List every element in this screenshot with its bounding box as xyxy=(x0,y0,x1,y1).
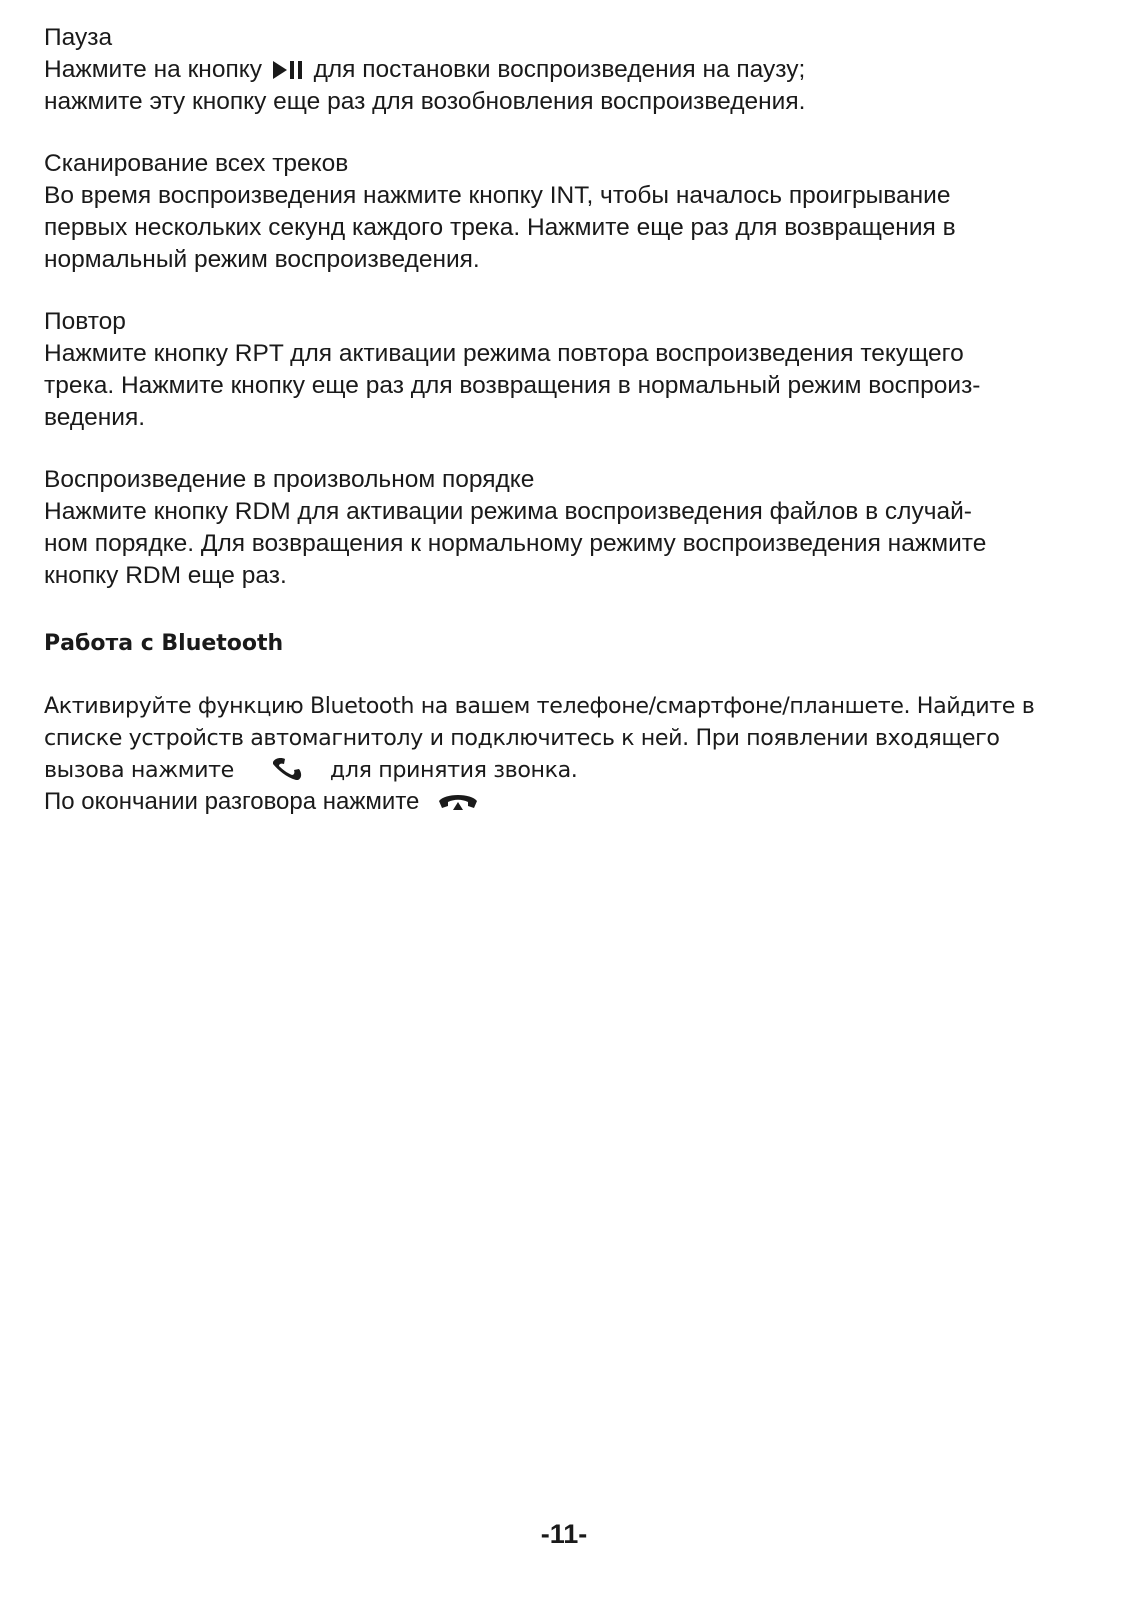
scan-line-2: первых нескольких секунд каждого трека. Нажмите еще раз для возвращения в xyxy=(44,214,956,241)
phone-answer-icon xyxy=(268,757,308,781)
repeat-line-1: Нажмите кнопку RPT для активации режима повтора воспроизведения текущего xyxy=(44,340,964,367)
phone-hangup-icon xyxy=(437,791,479,813)
bluetooth-line-3-start: вызова нажмите xyxy=(44,757,234,783)
bluetooth-line-1: Активируйте функцию Bluetooth на вашем телефоне/смартфоне/планшете. Найдите в xyxy=(44,693,1035,719)
section-random xyxy=(44,464,1084,592)
pause-line-1 xyxy=(44,54,1084,86)
pause-line-1-start: Нажмите на кнопку xyxy=(44,56,269,83)
repeat-line-2: трека. Нажмите кнопку еще раз для возвращения в нормальный режим воспроиз- xyxy=(44,372,981,399)
bluetooth-line-4 xyxy=(44,786,1084,818)
section-scan xyxy=(44,148,1084,276)
section-bluetooth xyxy=(44,628,1084,818)
pause-line-2: нажмите эту кнопку еще раз для возобновления воспроизведения. xyxy=(44,88,806,115)
manual-page xyxy=(44,22,1084,818)
section-pause xyxy=(44,22,1084,118)
random-line-1: Нажмите кнопку RDM для активации режима воспроизведения файлов в случай- xyxy=(44,498,972,525)
bluetooth-line-3 xyxy=(44,754,1084,786)
page-number: -11- xyxy=(540,1519,588,1549)
scan-line-1: Во время воспроизведения нажмите кнопку INT, чтобы началось проигрывание xyxy=(44,182,951,209)
scan-title: Сканирование всех треков xyxy=(44,150,349,177)
random-line-2: ном порядке. Для возвращения к нормальному режиму воспроизведения нажмите xyxy=(44,530,987,557)
bluetooth-line-4-start: По окончании разговора нажмите xyxy=(44,788,420,815)
repeat-title: Повтор xyxy=(44,308,126,335)
play-pause-icon xyxy=(269,59,307,81)
repeat-line-3: ведения. xyxy=(44,404,146,431)
random-title: Воспроизведение в произвольном порядке xyxy=(44,466,535,493)
bluetooth-heading: Работа с Bluetooth xyxy=(44,631,284,656)
scan-line-3: нормальный режим воспроизведения. xyxy=(44,246,480,273)
random-line-3: кнопку RDM еще раз. xyxy=(44,562,287,589)
pause-line-1-end: для постановки воспроизведения на паузу; xyxy=(306,56,806,83)
bluetooth-line-3-end: для принятия звонка. xyxy=(329,757,578,783)
pause-title: Пауза xyxy=(44,24,113,51)
section-repeat xyxy=(44,306,1084,434)
bluetooth-line-2: списке устройств автомагнитолу и подключитесь к ней. При появлении входящего xyxy=(44,725,1000,751)
